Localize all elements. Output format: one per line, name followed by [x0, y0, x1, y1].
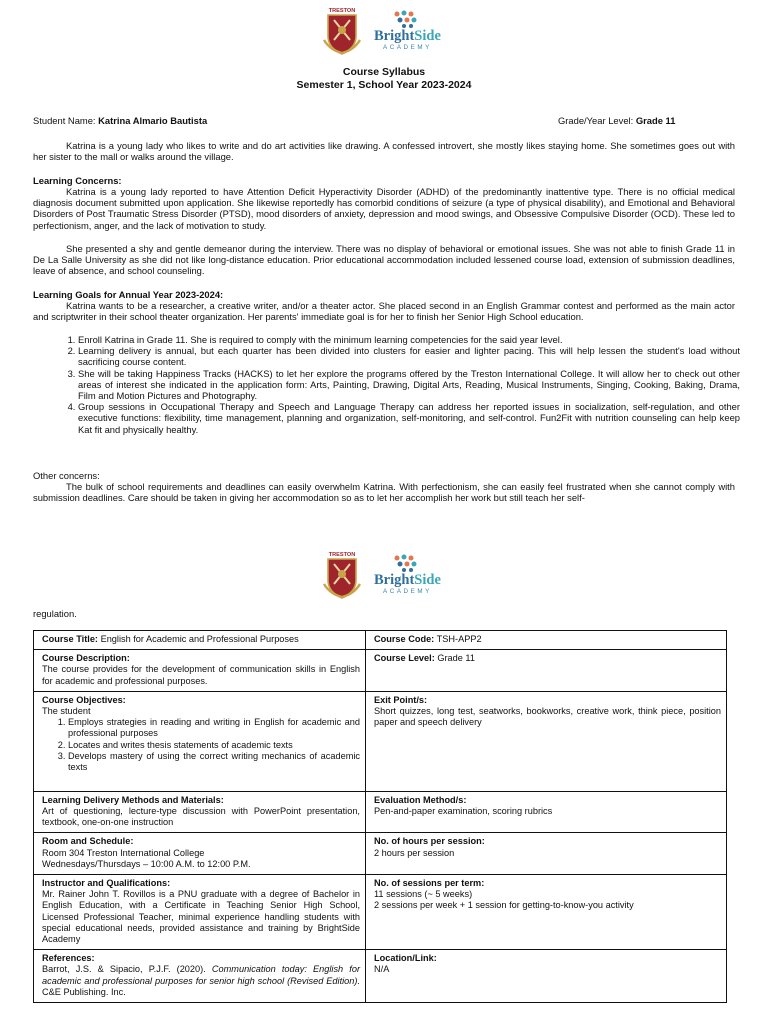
- table-row: [34, 833, 727, 875]
- table-row: [34, 691, 727, 791]
- learning-goals-list: [66, 334, 740, 435]
- sessions-per-term-cell: No. of sessions per term: 11 sessions (~ 5 weeks) 2 sessions per week + 1 session for getting-to-know-you activity: [366, 875, 727, 950]
- course-details-table: [33, 630, 727, 1003]
- page-subtitle: Semester 1, School Year 2023-2024: [296, 79, 472, 91]
- room-schedule-cell: Room and Schedule: Room 304 Treston International College Wednesdays/Thursdays – 10:00 A.M. to 12:00 P.M.: [34, 833, 366, 875]
- learning-goals-paragraph: Katrina wants to be a researcher, a creative writer, and/or a theater actor. She placed second in an English Grammar contest and performed as the main actor and scriptwriter in their school theater organization. Her parents' immediate goal is for her to finish her Senior High School education.: [33, 300, 735, 323]
- crest-school-name: TRESTON: [328, 552, 356, 558]
- hours-per-session-cell: No. of hours per session: 2 hours per session: [366, 833, 727, 875]
- crest-school-name: TRESTON: [328, 8, 356, 14]
- table-row: [34, 650, 727, 692]
- course-level-cell: Course Level: Grade 11: [366, 650, 727, 692]
- instructor-cell: Instructor and Qualifications: Mr. Rainer John T. Rovillos is a PNU graduate with a degree of Bachelor in English Education, with a Certificate in Teaching Senior High School, Licensed Professional Teacher, minimal experience handling students with special educational needs, provided assistance and training by BrightSide Academy: [34, 875, 366, 950]
- grade-level-line: Grade/Year Level: Grade 11: [558, 115, 676, 126]
- course-code-cell: Course Code: TSH-APP2: [366, 631, 727, 650]
- other-concerns-heading: Other concerns:: [33, 470, 100, 481]
- location-link-cell: Location/Link: N/A: [366, 950, 727, 1003]
- brightside-dots-icon: [393, 554, 421, 572]
- brightside-dots-icon: [393, 10, 421, 28]
- header-logos: [322, 6, 441, 56]
- list-item: 1. Enroll Katrina in Grade 11. She is required to comply with the minimum learning competencies for the said year level.: [78, 334, 740, 345]
- grade-level-value: Grade 11: [635, 115, 676, 126]
- delivery-methods-cell: Learning Delivery Methods and Materials: Art of questioning, lecture-type discussion with PowerPoint presentation, textbook, one-on-one instruction: [34, 791, 366, 833]
- brightside-academy-text: ACADEMY: [383, 588, 432, 595]
- list-item: 3. Develops mastery of using the correct writing mechanics of academic texts: [68, 751, 360, 773]
- course-description-cell: Course Description: The course provides for the development of communication skills in English for academic and professional purposes.: [34, 650, 366, 692]
- student-name-value: Katrina Almario Bautista: [98, 115, 208, 126]
- objectives-list: [42, 717, 360, 773]
- exit-points-cell: Exit Point/s: Short quizzes, long test, seatworks, bookworks, creative work, think piece, position paper and speech delivery: [366, 691, 727, 791]
- student-name-line: Student Name: Katrina Almario Bautista: [33, 115, 208, 126]
- learning-concerns-paragraph-2: She presented a shy and gentle demeanor during the interview. There was no display of behavioral or emotional issues. She was not able to finish Grade 11 in De La Salle University as she did not like long-distance education. Prior educational accommodation included lessened course load, extension of submission deadlines, leave of absence, and school counseling.: [33, 243, 735, 277]
- list-item: 2. Learning delivery is annual, but each quarter has been divided into clusters for easier and lighter pacing. This will help lessen the student's load without sacrificing course content.: [78, 345, 740, 367]
- learning-concerns-paragraph-1: Katrina is a young lady reported to have Attention Deficit Hyperactivity Disorder (ADHD) of the predominantly inattentive type. There is no official medical diagnosis document submitted upon application. She likewise reportedly has comorbid conditions of seizure (a type of physical disability), and Emotional and Behavioral Disorders of Post Traumatic Stress Disorder (PTSD), mood disorders of anxiety, depression and mood swings, and Obsessive Compulsive Disorder (OCD). These led to perfectionism, anger, and the lack of motivation to study.: [33, 186, 735, 231]
- table-row: [34, 950, 727, 1003]
- list-item: 4. Group sessions in Occupational Therapy and Speech and Language Therapy can address her reported issues in socialization, self-regulation, and other executive functions: flexibility, time management, planning and organization, self-monitoring, and self-control. Fun2Fit with nutrition counseling can help keep Kat fit and physically healthy.: [78, 401, 740, 435]
- page2-header-logos: [322, 550, 441, 600]
- list-item: 2. Locates and writes thesis statements of academic texts: [68, 740, 360, 751]
- course-title-cell: Course Title: English for Academic and Professional Purposes: [34, 631, 366, 650]
- list-item: 3. She will be taking Happiness Tracks (HACKS) to let her explore the programs offered by the Treston International College. It will allow her to check out other areas of interest she indicated in the application form: Arts, Painting, Drawing, Digital Arts, Reading, Musical Instruments, Singing, Cooking, Baking, Drama, Film and Motion Pictures and Photography.: [78, 368, 740, 402]
- brightside-logo: [374, 554, 441, 596]
- brightside-logo: [374, 10, 441, 52]
- references-cell: References: Barrot, J.S. & Sipacio, P.J.F. (2020). Communication today: English for academic and professional purposes for senior high school (Revised Edition). C&E Publishing. Inc.: [34, 950, 366, 1003]
- table-row: [34, 791, 727, 833]
- brightside-academy-text: ACADEMY: [383, 44, 432, 51]
- list-item: 1. Employs strategies in reading and writing in English for academic and professional purposes: [68, 717, 360, 739]
- table-row: [34, 631, 727, 650]
- other-concerns-paragraph: The bulk of school requirements and deadlines can easily overwhelm Katrina. With perfectionism, she can easily feel frustrated when she cannot comply with submission deadlines. Care should be taken in giving her accommodation so as to let her accomplish her work but still teach her self-: [33, 481, 735, 504]
- other-concerns-continuation: regulation.: [33, 608, 77, 619]
- learning-concerns-heading: Learning Concerns:: [33, 175, 122, 186]
- page-title: Course Syllabus: [342, 66, 426, 78]
- brightside-wordmark: BrightSide: [374, 28, 441, 44]
- course-objectives-cell: Course Objectives: The student 1. Employs strategies in reading and writing in English for academic and professional purposes 2. Locates and writes thesis statements of academic texts 3. Develops mastery of using the correct writing mechanics of academic texts: [34, 691, 366, 791]
- brightside-wordmark: BrightSide: [374, 572, 441, 588]
- treston-crest-logo: [322, 6, 362, 56]
- learning-goals-heading: Learning Goals for Annual Year 2023-2024:: [33, 289, 224, 300]
- evaluation-methods-cell: Evaluation Method/s: Pen-and-paper examination, scoring rubrics: [366, 791, 727, 833]
- table-row: [34, 875, 727, 950]
- treston-crest-logo: [322, 550, 362, 600]
- intro-paragraph: Katrina is a young lady who likes to write and do art activities like drawing. A confessed introvert, she mostly likes staying home. She sometimes goes out with her sister to the mall or walks around the village.: [33, 140, 735, 163]
